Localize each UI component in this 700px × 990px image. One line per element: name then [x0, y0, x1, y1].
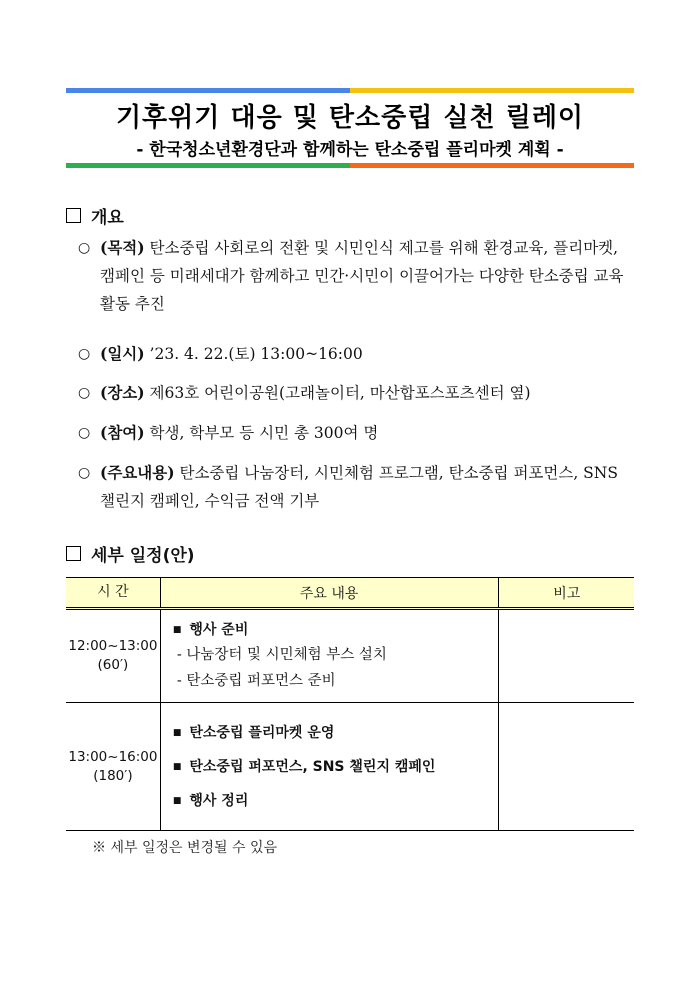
top-bar-blue	[66, 88, 350, 93]
main-item	[173, 750, 498, 784]
table-row	[66, 703, 634, 831]
note-cell	[499, 609, 634, 703]
duration: (180′)	[93, 767, 133, 784]
content-cell	[160, 703, 499, 831]
overview-item-purpose	[78, 234, 634, 318]
main-item-text: 행사 정리	[189, 792, 249, 809]
time-range: 12:00~13:00	[68, 638, 158, 654]
schedule-heading-label: 세부 일정(안)	[91, 546, 195, 566]
square-bullet-icon: ■	[172, 761, 182, 772]
duration: (60′)	[97, 657, 129, 673]
bottom-bar-green	[66, 163, 350, 168]
circle-bullet-icon: ○	[78, 385, 91, 401]
overview-heading	[66, 203, 124, 228]
item-label: (장소)	[100, 383, 145, 402]
main-item-text: 탄소중립 퍼포먼스, SNS 챌린지 캠페인	[189, 758, 436, 775]
bottom-bar-orange	[350, 163, 634, 168]
time-cell	[66, 703, 160, 831]
item-text: 제63호 어린이공원(고래놀이터, 마산합포스포츠센터 옆)	[144, 384, 531, 402]
circle-bullet-icon: ○	[78, 346, 91, 362]
checkbox-square-icon	[66, 208, 81, 223]
main-item-text: 탄소중립 플리마켓 운영	[189, 724, 335, 741]
title-bottom-bar	[66, 163, 634, 168]
time-cell	[66, 609, 160, 703]
square-bullet-icon: ■	[172, 795, 182, 806]
content-cell	[160, 609, 499, 703]
overview-item-place	[78, 379, 634, 407]
time-range: 13:00~16:00	[68, 748, 158, 765]
item-label: (목적)	[100, 238, 145, 257]
item-text: ’23. 4. 22.(토) 13:00~16:00	[144, 345, 363, 363]
document-subtitle: - 한국청소년환경단과 함께하는 탄소중립 플리마켓 계획 -	[136, 140, 564, 160]
detail-item: - 나눔장터 및 시민체험 부스 설치	[176, 647, 387, 663]
circle-bullet-icon: ○	[78, 465, 91, 481]
column-header-content: 주요 내용	[160, 578, 499, 609]
checkbox-square-icon	[66, 546, 81, 561]
schedule-footnote: ※ 세부 일정은 변경될 수 있음	[92, 840, 278, 856]
overview-item-participants	[78, 419, 634, 447]
item-label: (일시)	[100, 344, 145, 363]
top-bar-yellow	[350, 88, 634, 93]
detail-item: - 탄소중립 퍼포먼스 준비	[176, 673, 336, 689]
item-label: (참여)	[100, 423, 145, 442]
overview-item-content	[78, 459, 634, 515]
schedule-table	[66, 577, 634, 831]
note-cell	[499, 703, 634, 831]
item-text: 탄소중립 사회로의 전환 및 시민인식 제고를 위해 환경교육, 플리마켓, 캠페인 등 미래세대가 함께하고 민간·시민이 이끌어가는 다양한 탄소중립 교육활동 추진	[100, 239, 624, 313]
schedule-heading	[66, 541, 195, 566]
document-title: 기후위기 대응 및 탄소중립 실천 릴레이	[115, 103, 585, 133]
item-label: (주요내용)	[100, 463, 175, 482]
table-row	[66, 609, 634, 703]
square-bullet-icon: ■	[172, 727, 182, 738]
column-header-note: 비고	[499, 578, 634, 609]
item-text: 학생, 학부모 등 시민 총 300여 명	[144, 424, 379, 442]
circle-bullet-icon: ○	[78, 240, 91, 256]
main-item-text: 행사 준비	[189, 622, 249, 638]
overview-heading-label: 개요	[91, 208, 124, 228]
title-block	[66, 88, 634, 168]
table-header-row	[66, 578, 634, 609]
column-header-time: 시 간	[66, 578, 160, 609]
square-bullet-icon: ■	[172, 625, 182, 635]
main-item	[173, 716, 498, 750]
title-top-bar	[66, 88, 634, 93]
item-text: 탄소중립 나눔장터, 시민체험 프로그램, 탄소중립 퍼포먼스, SNS 챌린지 캠페인, 수익금 전액 기부	[100, 464, 618, 510]
overview-item-date	[78, 340, 634, 368]
circle-bullet-icon: ○	[78, 425, 91, 441]
main-item	[173, 784, 498, 818]
main-item	[173, 618, 498, 642]
